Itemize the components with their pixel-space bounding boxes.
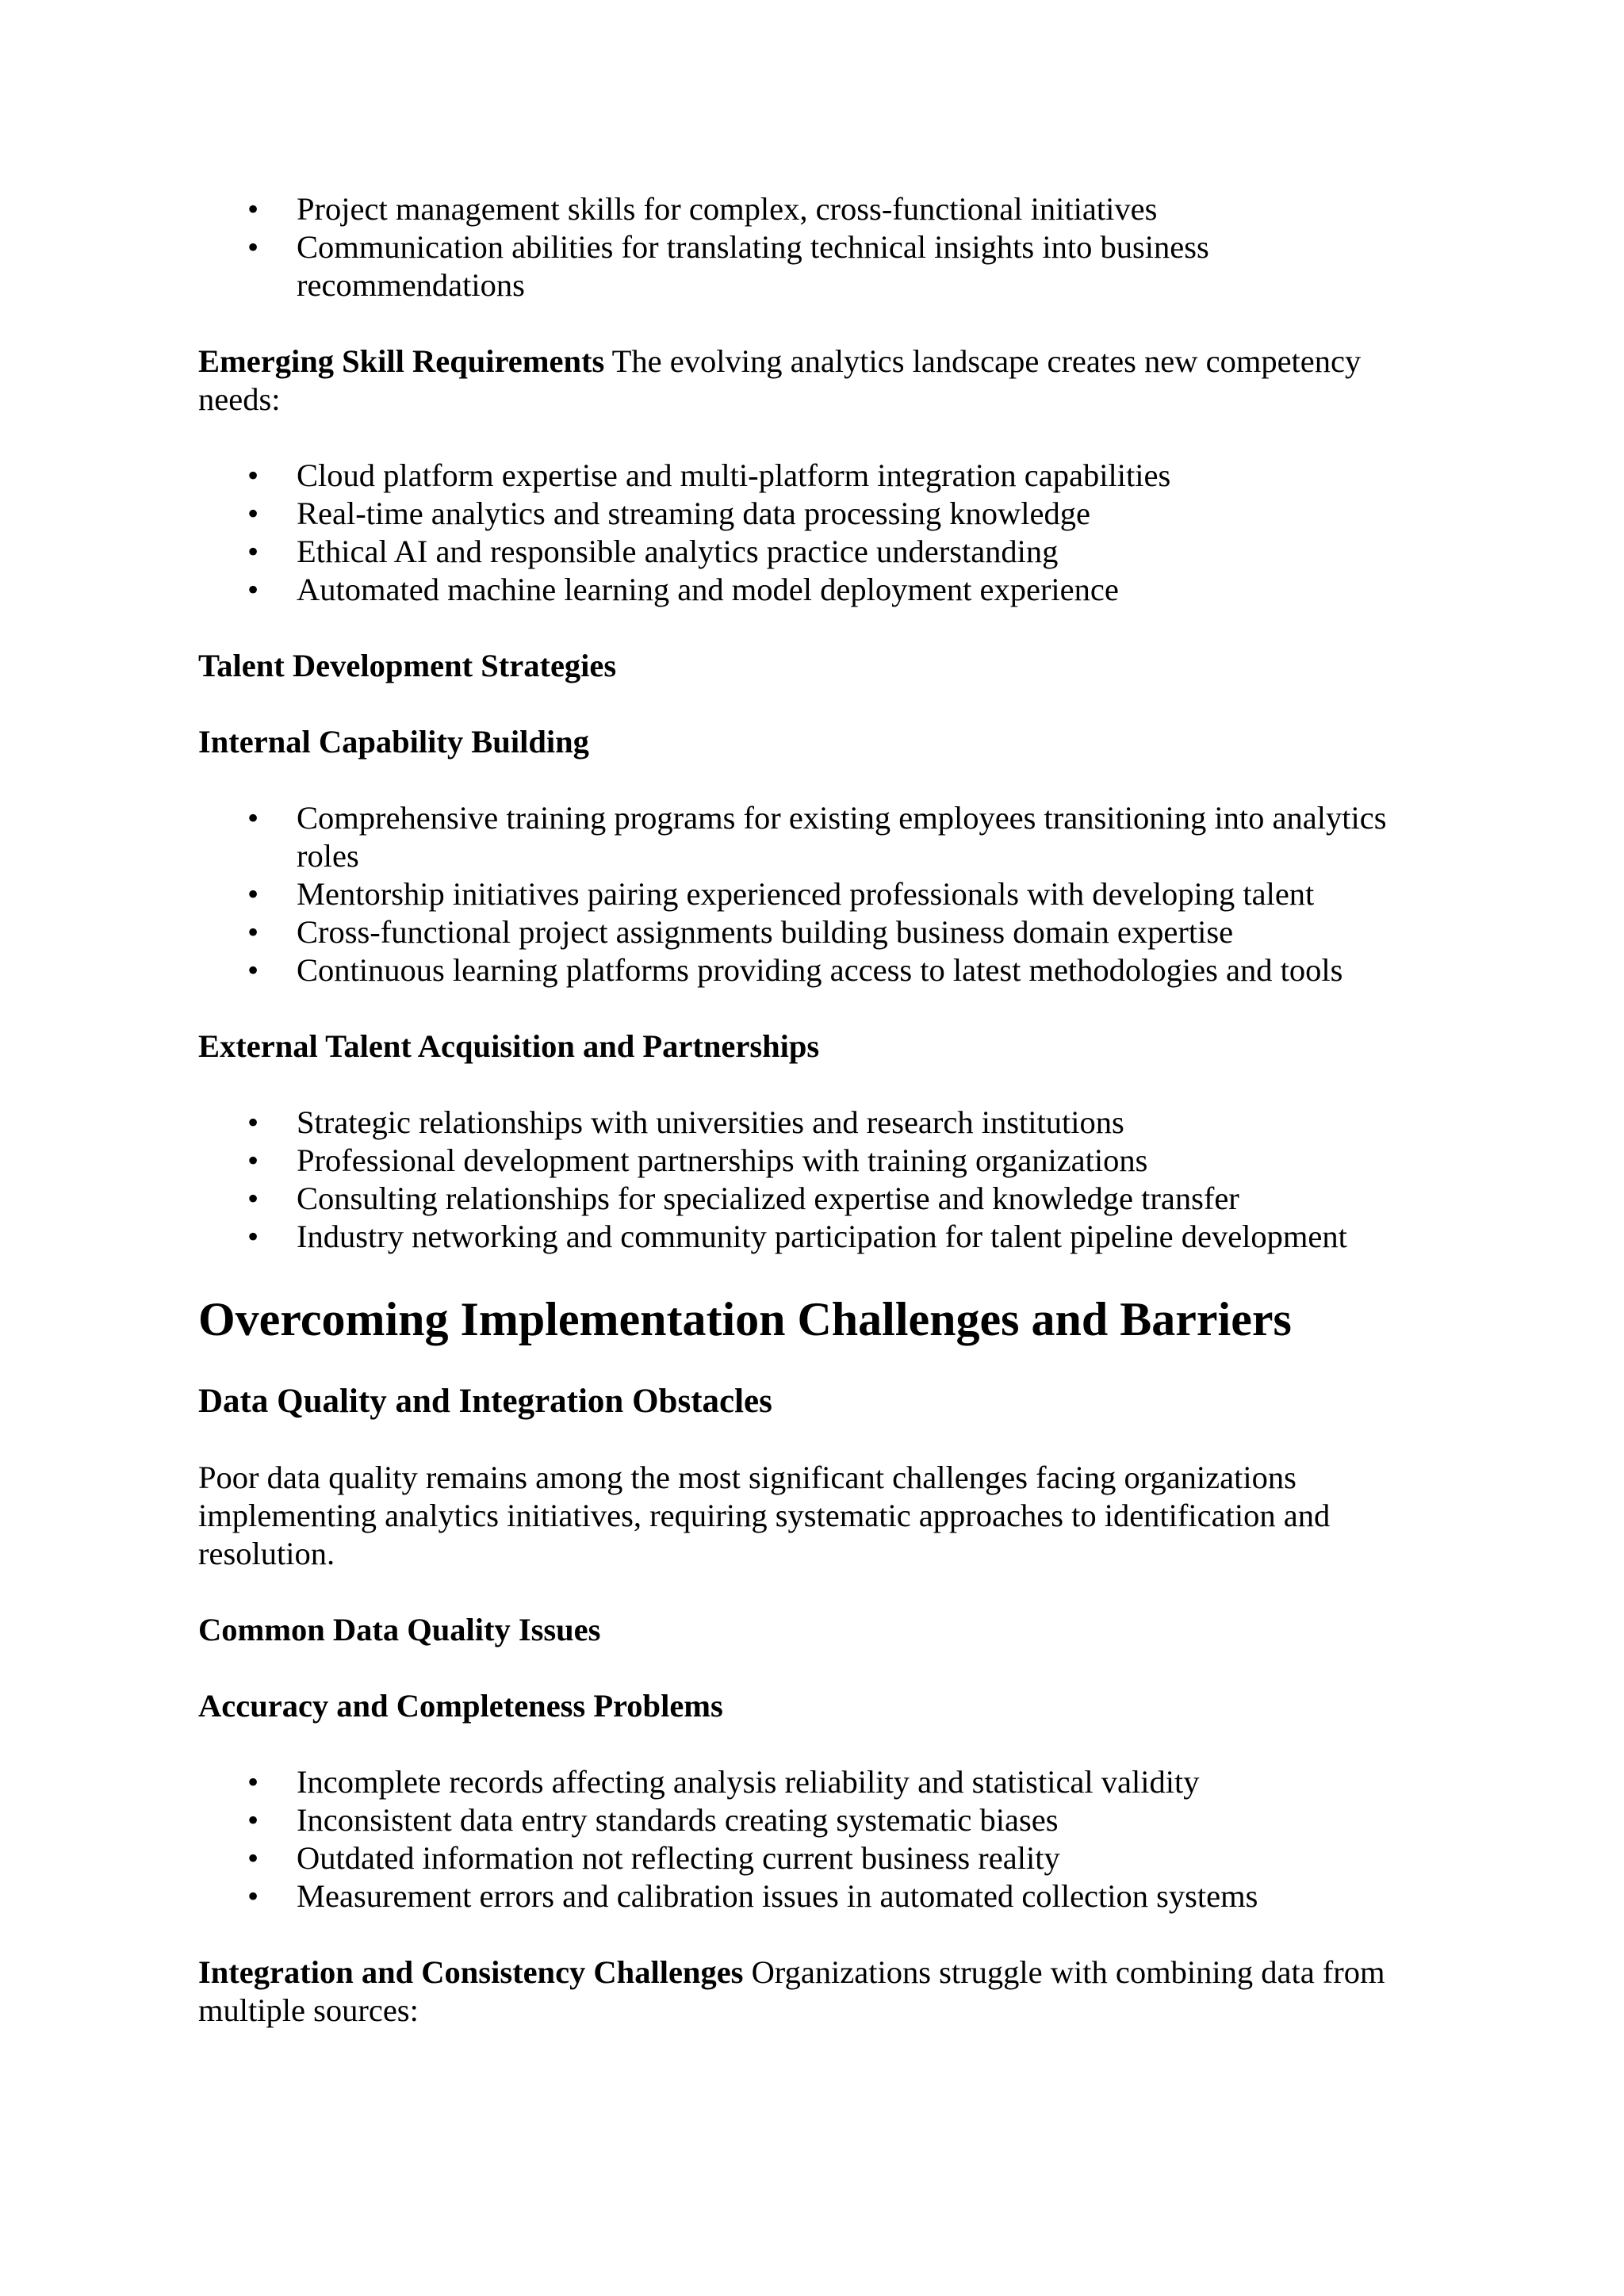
skills-list-continued — [198, 190, 1435, 304]
bullet-icon: • — [247, 800, 259, 836]
list-item: • Automated machine learning and model deployment experience — [247, 572, 1119, 607]
bullet-icon: • — [247, 1219, 259, 1254]
bullet-icon: • — [247, 191, 259, 227]
list-item: • Project management skills for complex, cross-functional initiatives — [247, 191, 1158, 227]
list-item: • Inconsistent data entry standards creating systematic biases — [247, 1802, 1059, 1838]
list-item: • Mentorship initiatives pairing experienced professionals with developing talent — [247, 876, 1315, 912]
integration-paragraph: Integration and Consistency Challenges Organizations struggle with combining data from multiple sources: — [198, 1954, 1385, 2028]
integration-heading: Integration and Consistency Challenges — [198, 1954, 744, 1990]
bullet-icon: • — [247, 1142, 259, 1178]
list-item: • Cross-functional project assignments building business domain expertise — [247, 914, 1234, 950]
bullet-icon: • — [247, 1878, 259, 1914]
emerging-skills-paragraph: Emerging Skill Requirements The evolving analytics landscape creates new competency needs: — [198, 343, 1362, 417]
list-item: • Industry networking and community participation for talent pipeline development — [247, 1219, 1347, 1254]
internal-capability-heading: Internal Capability Building — [198, 724, 589, 760]
document-body — [198, 190, 1435, 2030]
emerging-skills-list — [198, 457, 1435, 609]
section-subtitle: Data Quality and Integration Obstacles — [198, 1383, 772, 1420]
bullet-icon: • — [247, 496, 259, 531]
list-item: • Real-time analytics and streaming data processing knowledge — [247, 496, 1090, 531]
bullet-icon: • — [247, 1840, 259, 1876]
bullet-icon: • — [247, 1802, 259, 1838]
list-item: • Ethical AI and responsible analytics practice understanding — [247, 534, 1059, 569]
bullet-icon: • — [247, 1181, 259, 1216]
list-item: • Comprehensive training programs for existing employees transitioning into analytics roles — [247, 800, 1387, 874]
talent-development-heading: Talent Development Strategies — [198, 648, 617, 683]
list-item: • Strategic relationships with universities and research institutions — [247, 1104, 1124, 1140]
bullet-icon: • — [247, 229, 259, 265]
list-item: • Professional development partnerships with training organizations — [247, 1142, 1148, 1178]
bullet-icon: • — [247, 952, 259, 988]
list-item: • Continuous learning platforms providing access to latest methodologies and tools — [247, 952, 1343, 988]
list-item: • Incomplete records affecting analysis reliability and statistical validity — [247, 1764, 1200, 1800]
bullet-icon: • — [247, 457, 259, 493]
accuracy-list — [198, 1763, 1435, 1915]
internal-capability-list — [198, 799, 1435, 989]
list-item: • Cloud platform expertise and multi-platform integration capabilities — [247, 457, 1171, 493]
bullet-icon: • — [247, 1104, 259, 1140]
list-item: • Communication abilities for translating technical insights into business recommendations — [247, 229, 1209, 303]
bullet-icon: • — [247, 534, 259, 569]
intro-paragraph: Poor data quality remains among the most significant challenges facing organizations implementing analytics initiatives, requiring systematic approaches to identification and resolution. — [198, 1460, 1331, 1571]
external-talent-heading: External Talent Acquisition and Partnerships — [198, 1028, 820, 1064]
external-talent-list — [198, 1104, 1435, 1256]
emerging-skills-heading: Emerging Skill Requirements — [198, 343, 605, 379]
list-item: • Consulting relationships for specialized expertise and knowledge transfer — [247, 1181, 1239, 1216]
section-title: Overcoming Implementation Challenges and Barriers — [198, 1293, 1292, 1345]
bullet-icon: • — [247, 914, 259, 950]
common-issues-heading: Common Data Quality Issues — [198, 1612, 601, 1647]
bullet-icon: • — [247, 876, 259, 912]
bullet-icon: • — [247, 1764, 259, 1800]
list-item: • Outdated information not reflecting current business reality — [247, 1840, 1060, 1876]
list-item: • Measurement errors and calibration issues in automated collection systems — [247, 1878, 1258, 1914]
bullet-icon: • — [247, 572, 259, 607]
accuracy-heading: Accuracy and Completeness Problems — [198, 1688, 723, 1724]
